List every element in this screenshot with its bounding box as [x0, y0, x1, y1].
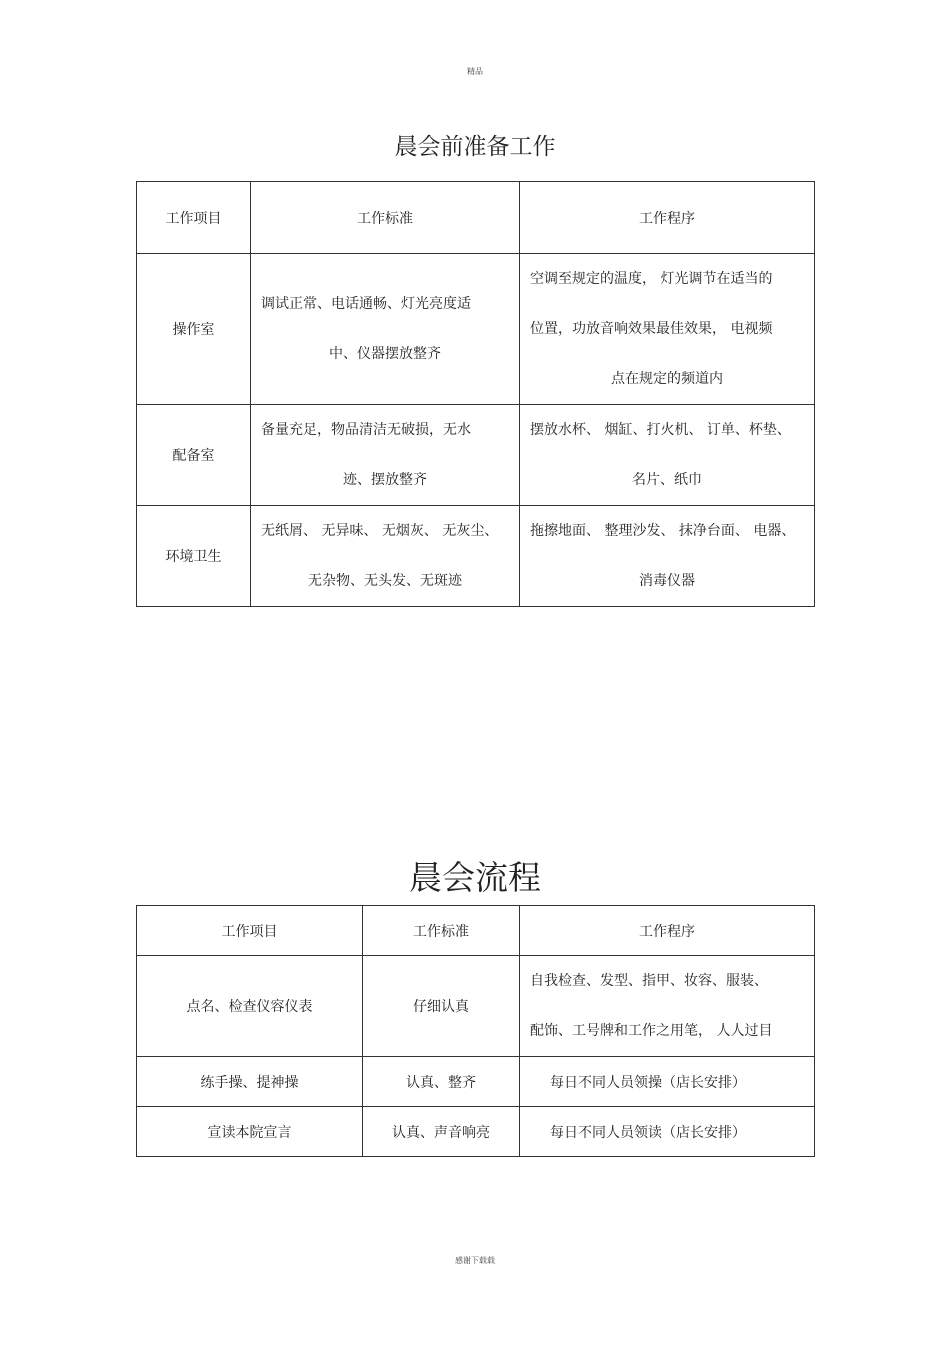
work-standard [251, 254, 520, 405]
work-item: 配备室 [137, 405, 251, 506]
work-standard [251, 405, 520, 506]
header-note: 精品 [467, 67, 483, 76]
work-standard [251, 506, 520, 607]
work-standard: 认真、声音响亮 [363, 1107, 520, 1157]
table-row [137, 405, 815, 506]
table-header-row [137, 906, 815, 956]
procedure-line: 自我检查、发型、指甲、妆容、服装、 [530, 973, 768, 989]
table-row [137, 1107, 815, 1157]
column-header: 工作标准 [251, 182, 520, 254]
work-procedure: 每日不同人员领操（店长安排） [520, 1057, 815, 1107]
standard-line: 备量充足，物品清洁无破损，无水 [261, 422, 471, 438]
section2-title: 晨会流程 [409, 858, 541, 897]
work-item: 环境卫生 [137, 506, 251, 607]
standard-line: 迹、摆放整齐 [343, 472, 427, 488]
standard-line: 中、仪器摆放整齐 [329, 346, 441, 362]
footer-note: 感谢下载载 [455, 1256, 495, 1265]
column-header: 工作项目 [137, 182, 251, 254]
section1-title: 晨会前准备工作 [394, 134, 556, 160]
table-row [137, 956, 815, 1057]
procedure-line: 摆放水杯、 烟缸、打火机、 订单、杯垫、 [530, 422, 791, 438]
work-item: 宣读本院宣言 [137, 1107, 363, 1157]
work-procedure [520, 254, 815, 405]
standard-line: 调试正常、电话通畅、灯光亮度适 [261, 296, 471, 312]
work-procedure [520, 506, 815, 607]
procedure-line: 拖擦地面、 整理沙发、 抹净台面、 电器、 [530, 523, 796, 539]
flow-table [136, 905, 815, 1157]
column-header: 工作项目 [137, 906, 363, 956]
procedure-line: 位置，功放音响效果最佳效果， 电视频 [530, 321, 773, 337]
standard-line: 无杂物、无头发、无斑迹 [308, 573, 462, 589]
procedure-line: 点在规定的频道内 [611, 371, 723, 387]
procedure-line: 名片、纸巾 [632, 472, 702, 488]
procedure-line: 空调至规定的温度， 灯光调节在适当的 [530, 271, 773, 287]
work-procedure: 每日不同人员领读（店长安排） [520, 1107, 815, 1157]
work-item: 练手操、提神操 [137, 1057, 363, 1107]
column-header: 工作程序 [520, 182, 815, 254]
work-standard: 认真、整齐 [363, 1057, 520, 1107]
table-row [137, 254, 815, 405]
work-item: 操作室 [137, 254, 251, 405]
table-header-row [137, 182, 815, 254]
procedure-line: 配饰、工号牌和工作之用笔， 人人过目 [530, 1023, 773, 1039]
work-procedure [520, 405, 815, 506]
preparation-table [136, 181, 815, 607]
column-header: 工作标准 [363, 906, 520, 956]
work-item: 点名、检查仪容仪表 [137, 956, 363, 1057]
standard-line: 无纸屑、 无异味、 无烟灰、 无灰尘、 [261, 523, 499, 539]
work-procedure [520, 956, 815, 1057]
procedure-line: 消毒仪器 [639, 573, 695, 589]
column-header: 工作程序 [520, 906, 815, 956]
table-row [137, 1057, 815, 1107]
table-row [137, 506, 815, 607]
work-standard: 仔细认真 [363, 956, 520, 1057]
